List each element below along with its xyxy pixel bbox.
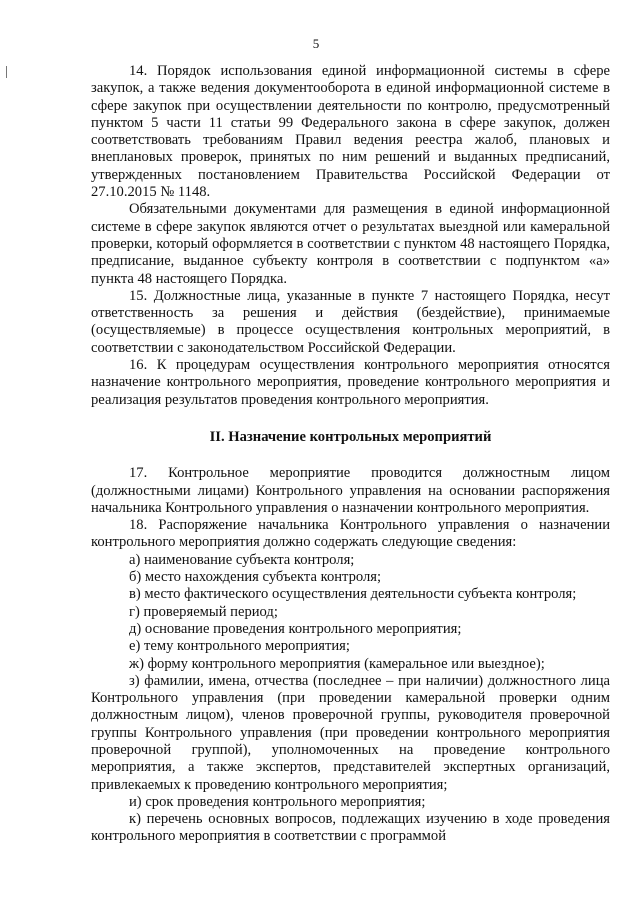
page-number: 5: [312, 36, 320, 51]
paragraph-mandatory-documents: Обязательными документами для размещения в единой информационной системе в сфере закупок являются отчет о результатах выездной или камеральной проверки, который оформляется в соответствии с пунктом 48 настоящего Порядка, предписание, выданное субъекту контроля в соответствии с подпунктом «а» пункта 48 настоящего Порядка.: [91, 201, 610, 287]
list-item-v: в) место фактического осуществления деятельности субъекта контроля;: [129, 586, 577, 603]
list-item-b: б) место нахождения субъекта контроля;: [129, 569, 382, 586]
paragraph-16: 16. К процедурам осуществления контрольного мероприятия относятся назначение контрольного мероприятия, проведение контрольного мероприятия и реализация результатов проведения контрольного мероприятия.: [91, 357, 610, 408]
list-item-zh: ж) форму контрольного мероприятия (камеральное или выездное);: [129, 655, 545, 672]
list-item-k: к) перечень основных вопросов, подлежащих изучению в ходе проведения контрольного мероприятия в соответствии с программой: [91, 811, 610, 845]
section-heading: II. Назначение контрольных мероприятий: [209, 428, 492, 445]
paragraph-15: 15. Должностные лица, указанные в пункте 7 настоящего Порядка, несут ответственность за решения и действия (бездействие), принимаемые (осуществляемые) в процессе осуществления контрольных мероприятий, в соответствии с законодательством Российской Федерации.: [91, 287, 610, 356]
list-item-i: и) срок проведения контрольного мероприятия;: [129, 793, 426, 810]
list-item-e: е) тему контрольного мероприятия;: [129, 638, 350, 655]
document-body: [91, 63, 610, 846]
paragraph-14: 14. Порядок использования единой информационной системы в сфере закупок, а также ведения документооборота в единой информационной системе в сфере закупок при осуществлении деятельности по контролю, предусмотренный пунктом 5 части 11 статьи 99 Федерального закона в сфере закупок, должен соответствовать требованиям Правил ведения реестра жалоб, плановых и внеплановых проверок, принятых по ним решений и выданных предписаний, утвержденных постановлением Правительства Российской Федерации от 27.10.2015 № 1148.: [91, 63, 610, 201]
scan-margin-mark: [6, 66, 7, 78]
paragraph-18: 18. Распоряжение начальника Контрольного управления о назначении контрольного мероприятия должно содержать следующие сведения:: [91, 517, 610, 551]
list-item-z: з) фамилии, имена, отчества (последнее – при наличии) должностного лица Контрольного управления (при проведении камеральной проверки одним должностным лицом), членов проверочной группы, руководителя проверочной группы Контрольного управления (при проведении контрольного мероприятия проверочной группой), уполномоченных на проведение контрольного мероприятия, а также экспертов, представителей экспертных организаций, привлекаемых к проведению контрольного мероприятия;: [91, 672, 610, 793]
list-item-g: г) проверяемый период;: [129, 603, 278, 620]
list-item-d: д) основание проведения контрольного мероприятия;: [129, 620, 462, 637]
list-item-a: а) наименование субъекта контроля;: [129, 551, 355, 568]
paragraph-17: 17. Контрольное мероприятие проводится должностным лицом (должностными лицами) Контрольного управления на основании распоряжения начальника Контрольного управления о назначении контрольного мероприятия.: [91, 465, 610, 516]
